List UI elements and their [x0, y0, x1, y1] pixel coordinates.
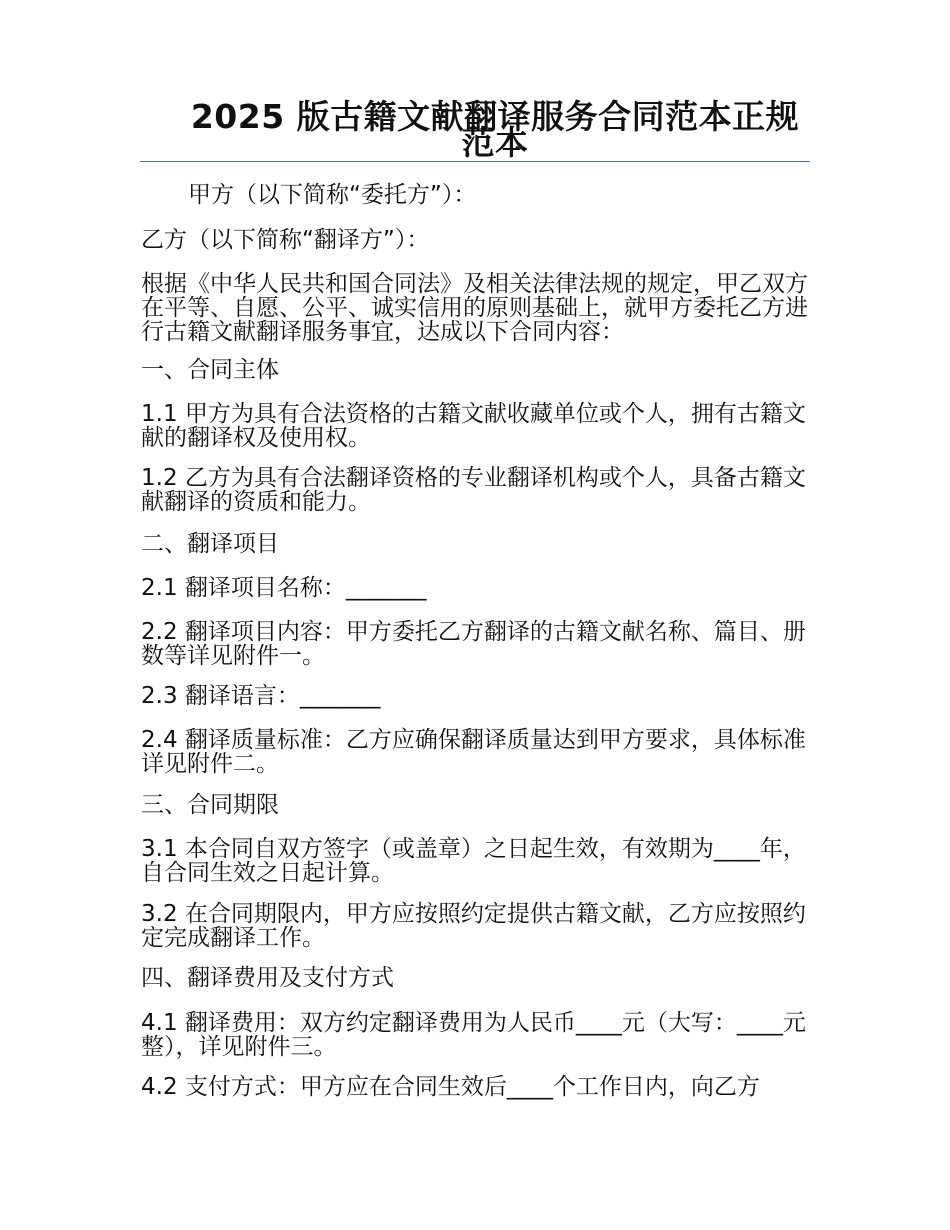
party-b-line: 乙方（以下简称“翻译方”）：	[141, 227, 430, 253]
clause-2-1: 2.1 翻译项目名称：_______	[141, 575, 427, 601]
clause-2-4: 2.4 翻译质量标准：乙方应确保翻译质量达到甲方要求，具体标准详见附件二。	[141, 727, 806, 777]
clause-1-1: 1.1 甲方为具有合法资格的古籍文献收藏单位或个人，拥有古籍文献的翻译权及使用权。	[141, 401, 806, 451]
clause-3-2: 3.2 在合同期限内，甲方应按照约定提供古籍文献，乙方应按照约定完成翻译工作。	[141, 901, 806, 951]
section-heading-2: 二、翻译项目	[141, 531, 279, 557]
clause-3-1: 3.1 本合同自双方签字（或盖章）之日起生效，有效期为____年，自合同生效之日起计算。	[141, 836, 806, 886]
clause-4-2: 4.2 支付方式：甲方应在合同生效后____个工作日内，向乙方	[141, 1074, 760, 1100]
clause-1-2: 1.2 乙方为具有合法翻译资格的专业翻译机构或个人，具备古籍文献翻译的资质和能力。	[141, 465, 806, 515]
party-a-line: 甲方（以下简称“委托方”）：	[188, 182, 477, 208]
document-title: 2025 版古籍文献翻译服务合同范本正规范本	[190, 97, 800, 162]
preamble-paragraph: 根据《中华人民共和国合同法》及相关法律法规的规定，甲乙双方在平等、自愿、公平、诚实信用的原则基础上，就甲方委托乙方进行古籍文献翻译服务事宜，达成以下合同内容：	[141, 271, 808, 345]
section-heading-1: 一、合同主体	[141, 357, 279, 383]
clause-2-3: 2.3 翻译语言：_______	[141, 683, 381, 709]
section-heading-4: 四、翻译费用及支付方式	[141, 965, 394, 991]
clause-4-1: 4.1 翻译费用：双方约定翻译费用为人民币____元（大写：____元整），详见附件三。	[141, 1010, 806, 1060]
clause-2-2: 2.2 翻译项目内容：甲方委托乙方翻译的古籍文献名称、篇目、册数等详见附件一。	[141, 619, 806, 669]
title-underline	[140, 161, 810, 162]
section-heading-3: 三、合同期限	[141, 792, 279, 818]
